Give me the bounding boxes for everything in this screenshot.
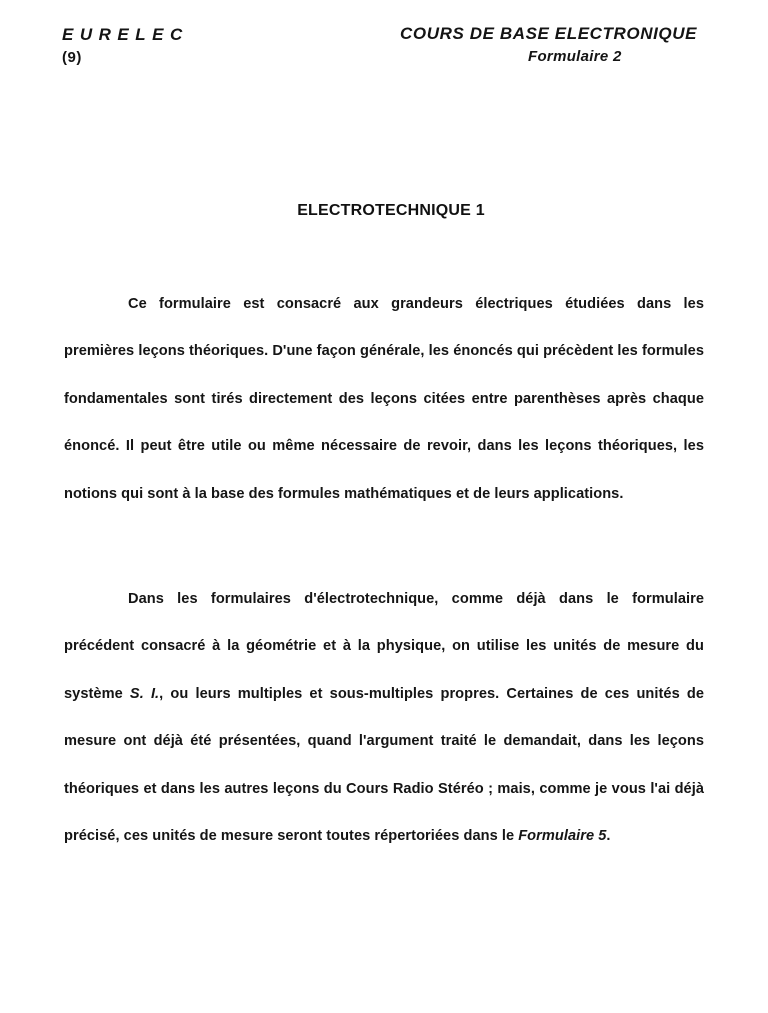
paragraph-2 [64, 576, 704, 860]
paragraph-2-part-1: Dans les formulaires d'électrotechnique, comme déjà dans le formulaire précédent consacré à la géométrie et à la physique, on utilise les unités de mesure du système [64, 591, 704, 702]
page-number: (9) [62, 49, 82, 66]
course-title: COURS DE BASE ELECTRONIQUE [400, 24, 698, 43]
course-subtitle: Formulaire 2 [528, 48, 622, 65]
paragraph-2-block [64, 576, 704, 860]
paragraph-2-part-3: . [606, 828, 611, 845]
paragraph-1: Ce formulaire est consacré aux grandeurs électriques étudiées dans les premières leçons théoriques. D'une façon générale, les énoncés qui précèdent les formules fondamentales sont tirés directement des leçons citées entre parenthèses après chaque énoncé. Il peut être utile ou même nécessaire de revoir, dans les leçons théoriques, les notions qui sont à la base des formules mathématiques et de leurs applications. [64, 296, 704, 502]
paragraph-2-part-2: , ou leurs multiples et sous-multiples propres. Certaines de ces unités de mesure ont déjà été présentées, quand l'argument traité le demandait, dans les leçons théoriques et dans les autres leçons du Cours Radio Stéréo ; mais, comme je vous l'ai déjà précisé, ces unités de mesure seront toutes répertoriées dans le [64, 685, 705, 845]
brand-name: EURELEC [62, 25, 189, 44]
paragraph-1-block [64, 281, 704, 518]
formulaire-reference: Formulaire 5 [518, 828, 607, 845]
si-unit-label: S. I. [129, 685, 160, 702]
document-title: ELECTROTECHNIQUE 1 [297, 202, 485, 219]
